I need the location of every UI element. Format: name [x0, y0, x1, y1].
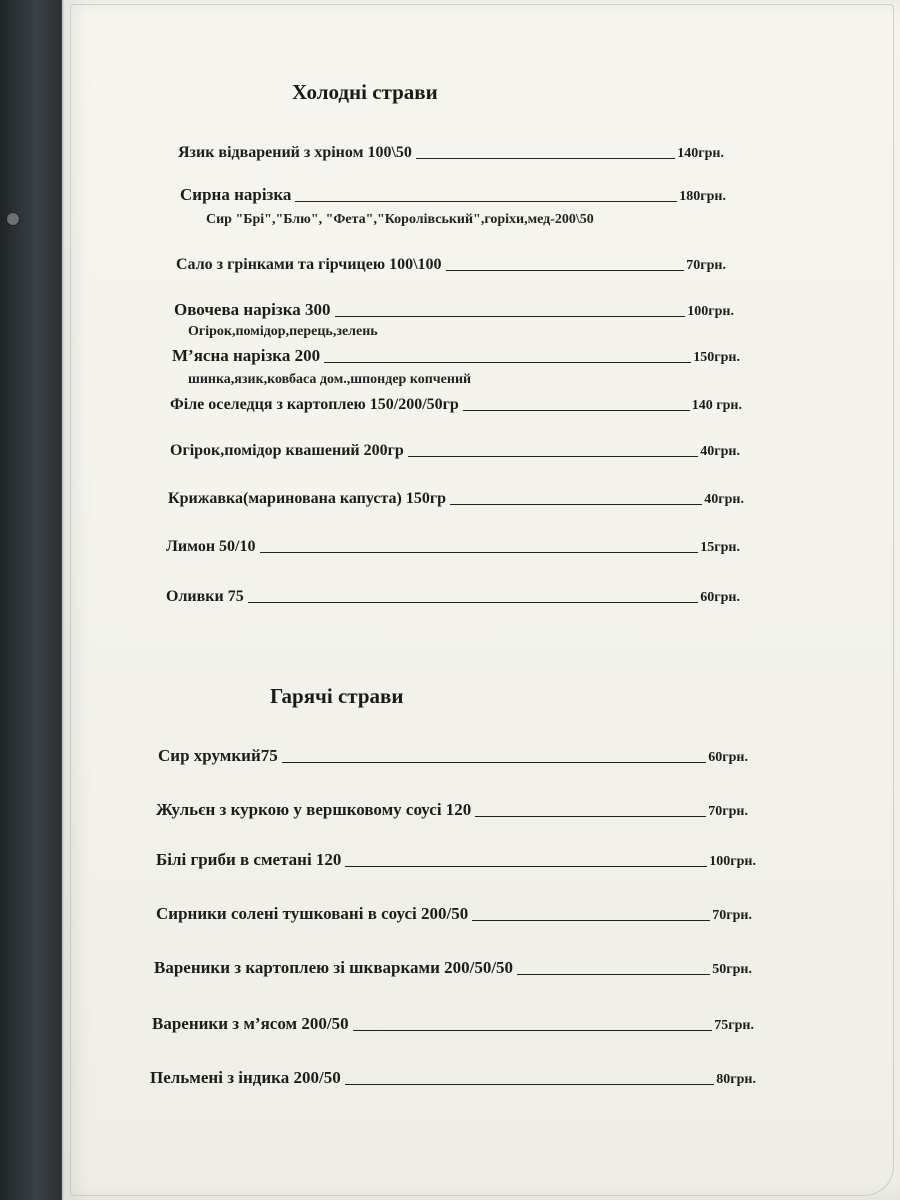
menu-item [168, 490, 744, 508]
item-name: Сирники солені тушковані в соусі 200/50 [156, 904, 469, 923]
item-description: Огірок,помідор,перець,зелень [188, 324, 378, 339]
dotted-leader [248, 602, 699, 603]
menu-item [172, 346, 740, 366]
dotted-leader [345, 1084, 715, 1085]
item-price: 50грн. [712, 962, 752, 977]
item-price: 75грн. [714, 1018, 754, 1033]
menu-item [180, 185, 726, 205]
item-name: Сир хрумкий75 [158, 746, 278, 765]
menu-item [166, 588, 740, 606]
menu-item [156, 800, 748, 820]
item-price: 60грн. [700, 590, 740, 605]
dotted-leader [260, 552, 699, 553]
menu-item [170, 396, 742, 414]
item-price: 40грн. [700, 444, 740, 459]
item-name: М’ясна нарізка 200 [172, 346, 321, 365]
item-price: 15грн. [700, 540, 740, 555]
item-price: 150грн. [693, 350, 740, 365]
section-title-cold: Холодні страви [292, 80, 438, 104]
menu-item [154, 958, 752, 978]
item-name: Овочева нарізка 300 [174, 300, 331, 319]
item-price: 80грн. [716, 1072, 756, 1087]
item-price: 140 грн. [691, 398, 742, 413]
item-price: 60грн. [708, 750, 748, 765]
item-name: Лимон 50/10 [166, 538, 256, 555]
item-price: 100грн. [687, 304, 734, 319]
item-name: Вареники з картоплею зі шкварками 200/50/50 [154, 958, 514, 977]
item-name: Оливки 75 [166, 588, 244, 605]
item-price: 140грн. [677, 146, 724, 161]
item-name: Язик відварений з хріном 100\50 [178, 144, 412, 161]
item-price: 70грн. [712, 908, 752, 923]
item-name: Жульєн з куркою у вершковому соусі 120 [156, 800, 472, 819]
dotted-leader [408, 456, 698, 457]
menu-binder-spine [0, 0, 60, 1200]
item-name: Білі гриби в сметані 120 [156, 850, 342, 869]
dotted-leader [282, 762, 707, 763]
dotted-leader [446, 270, 685, 271]
item-name: Пельмені з індика 200/50 [150, 1068, 341, 1087]
item-name: Сирна нарізка [180, 185, 292, 204]
dotted-leader [353, 1030, 713, 1031]
item-price: 70грн. [708, 804, 748, 819]
item-name: Вареники з м’ясом 200/50 [152, 1014, 349, 1033]
dotted-leader [450, 504, 702, 505]
item-price: 100грн. [709, 854, 756, 869]
dotted-leader [463, 410, 690, 411]
menu-item [156, 850, 756, 870]
item-name: Крижавка(маринована капуста) 150гр [168, 490, 446, 507]
item-price: 40грн. [704, 492, 744, 507]
item-name: Огірок,помідор квашений 200гр [170, 442, 404, 459]
menu-item [170, 442, 740, 460]
dotted-leader [517, 974, 710, 975]
menu-item [150, 1068, 756, 1088]
menu-item [166, 538, 740, 556]
item-price: 70грн. [686, 258, 726, 273]
item-description: шинка,язик,ковбаса дом.,шпондер копчений [188, 372, 472, 387]
dotted-leader [295, 201, 677, 202]
item-name: Сало з грінками та гірчицею 100\100 [176, 256, 442, 273]
item-price: 180грн. [679, 189, 726, 204]
menu-item [152, 1014, 754, 1034]
menu-item [178, 144, 724, 162]
dotted-leader [335, 316, 686, 317]
dotted-leader [345, 866, 707, 867]
item-name: Філе оселедця з картоплею 150/200/50гр [170, 396, 459, 413]
item-description: Сир "Брі","Блю", "Фета","Королівський",горіхи,мед-200\50 [206, 212, 594, 227]
menu-item [158, 746, 748, 766]
binder-rivet [6, 212, 20, 226]
dotted-leader [416, 158, 675, 159]
dotted-leader [324, 362, 691, 363]
dotted-leader [472, 920, 710, 921]
dotted-leader [475, 816, 706, 817]
menu-item [174, 300, 734, 320]
section-title-hot: Гарячі страви [270, 684, 404, 708]
menu-item [176, 256, 726, 274]
menu-item [156, 904, 752, 924]
